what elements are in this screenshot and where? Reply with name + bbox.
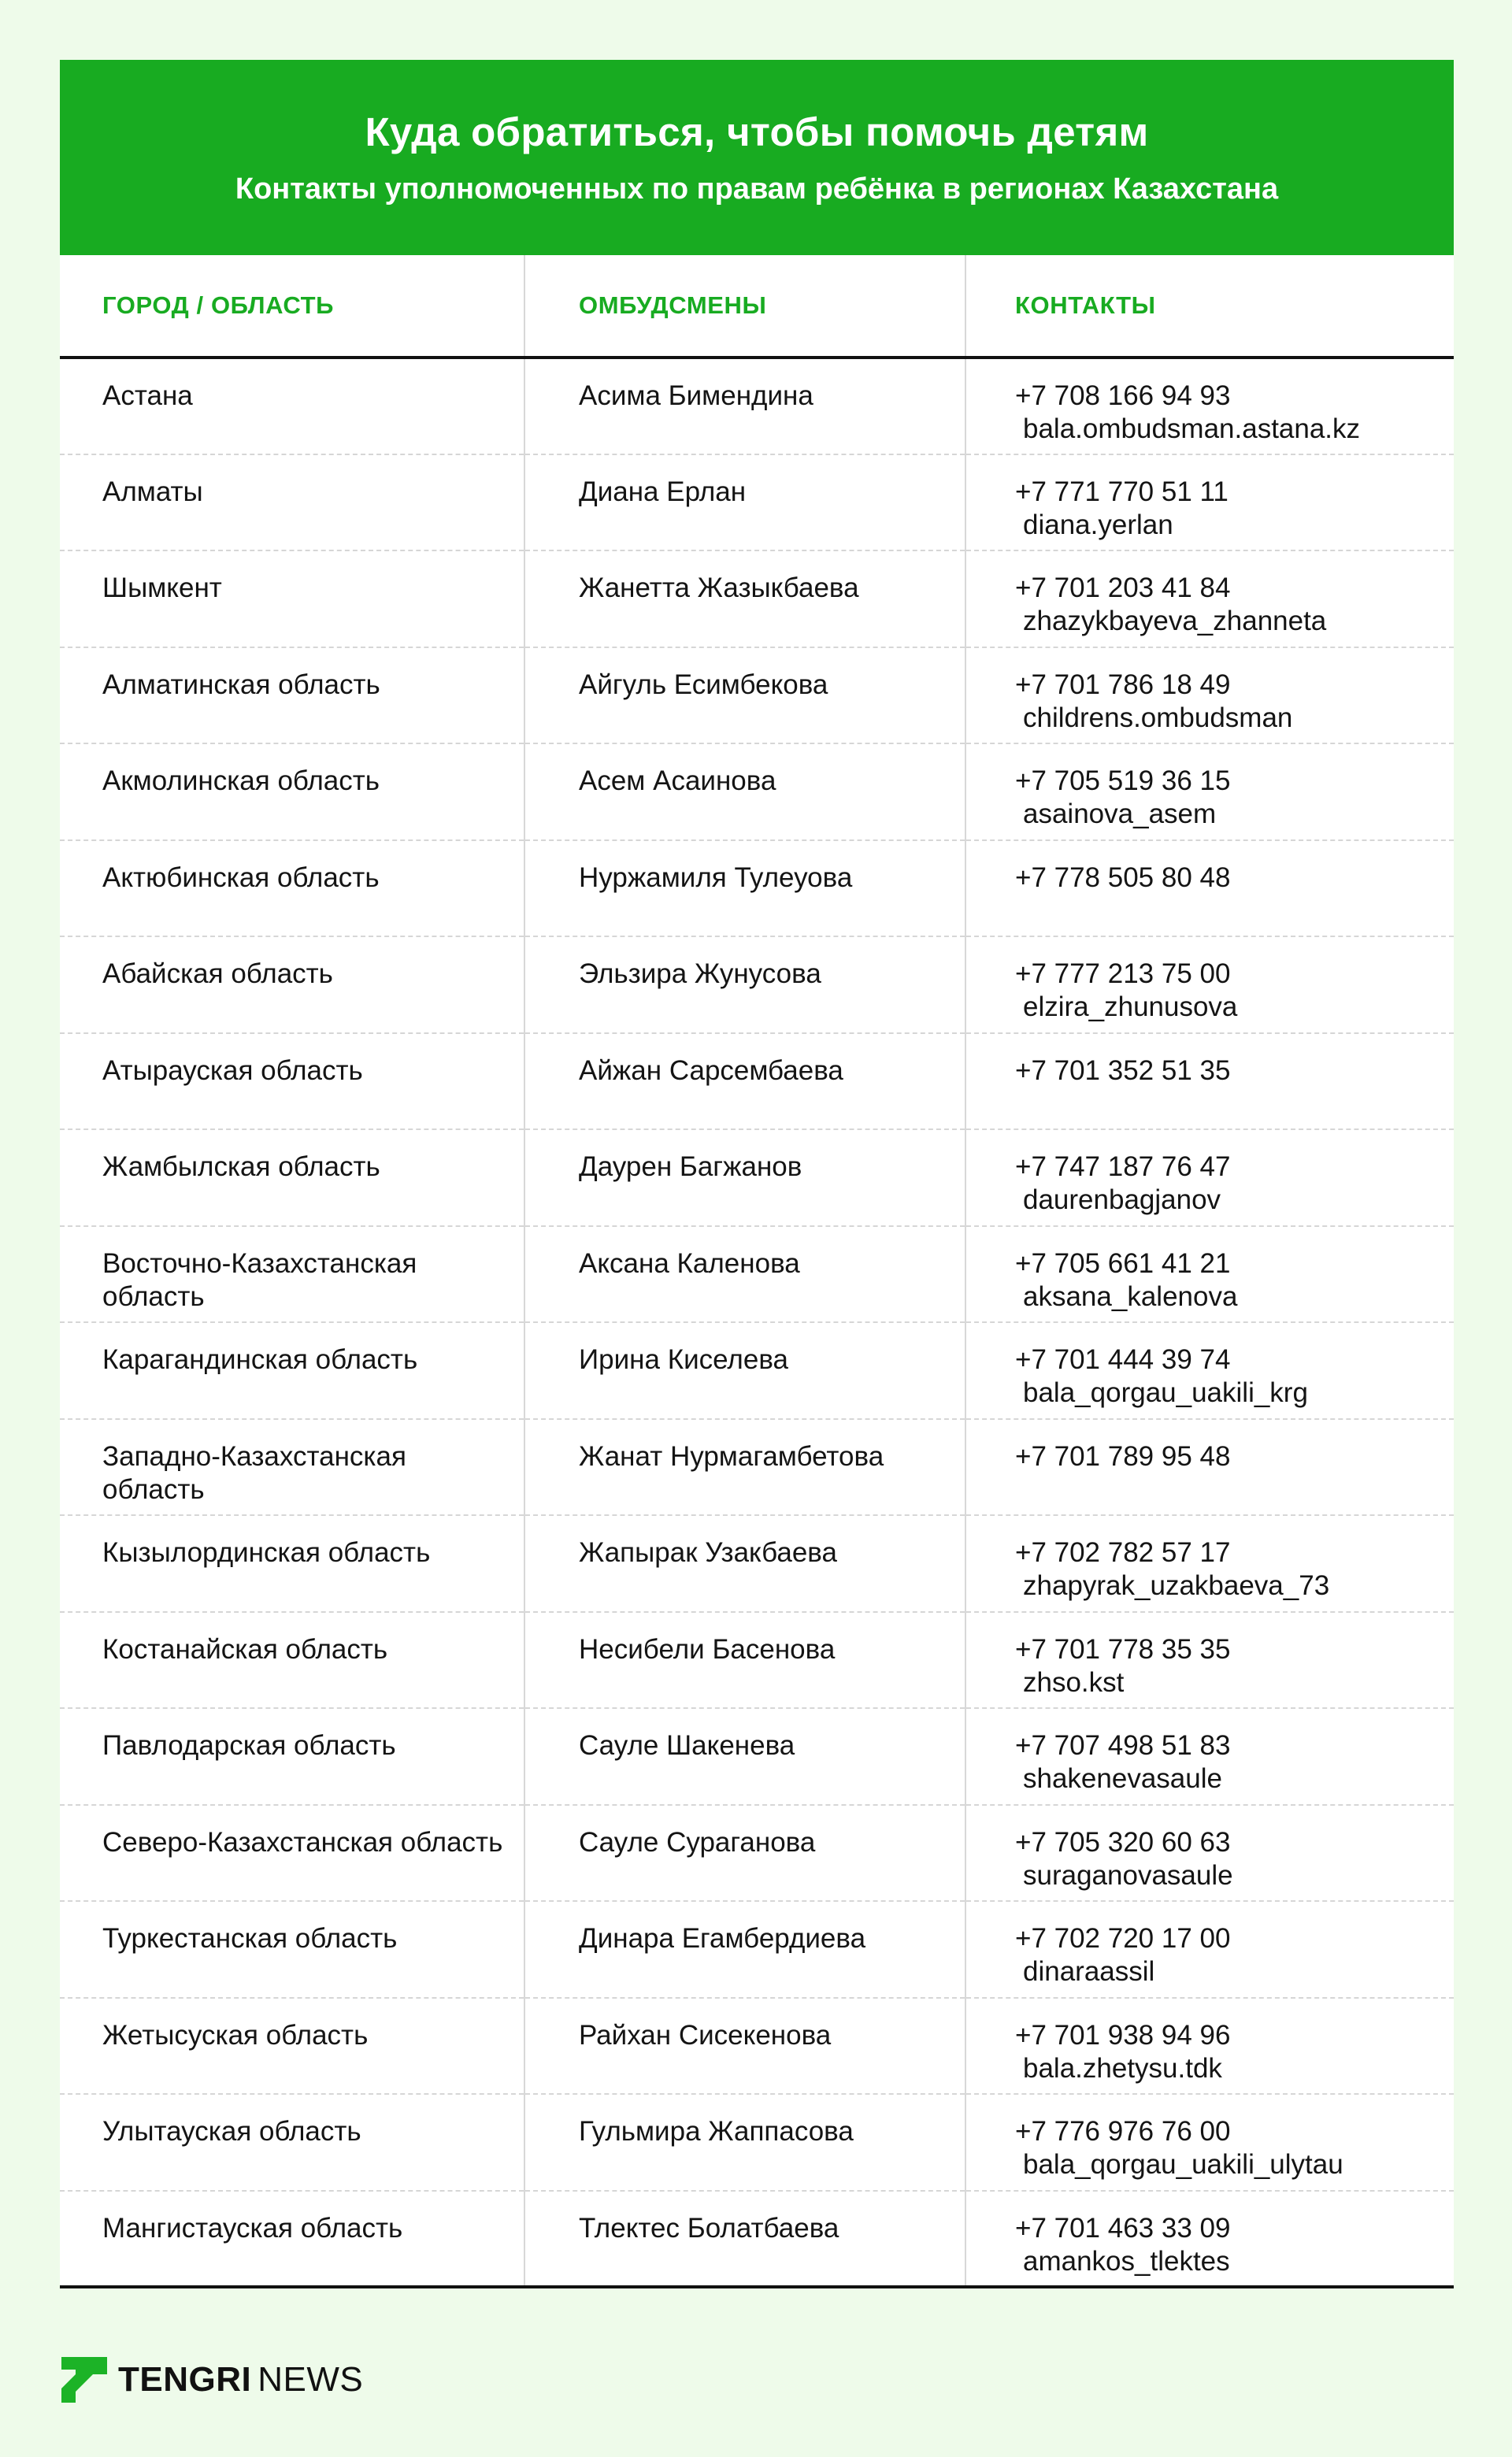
region-cell: Атырауская область [60,1033,524,1130]
page-subtitle: Контакты уполномоченных по правам ребёнка в регионах Казахстана [235,172,1279,206]
table-row [60,1033,1454,1130]
table-row [60,2191,1454,2288]
region-cell: Жетысуская область [60,1998,524,2095]
social-contact[interactable]: zhapyrak_uzakbaeva_73 [1023,1570,1330,1601]
column-header-ombudsman: ОМБУДСМЕНЫ [524,255,965,358]
ombudsman-cell: Диана Ерлан [524,454,965,551]
phone-number[interactable]: +7 701 463 33 09 [1015,2212,1231,2244]
contacts-cell [965,1805,1454,1902]
phone-number[interactable]: +7 701 444 39 74 [1015,1344,1231,1375]
region-cell: Карагандинская область [60,1322,524,1419]
ombudsman-cell: Нуржамиля Тулеуова [524,840,965,937]
phone-number[interactable]: +7 707 498 51 83 [1015,1730,1231,1761]
social-contact[interactable]: elzira_zhunusova [1023,991,1238,1022]
table-row [60,550,1454,647]
phone-number[interactable]: +7 701 789 95 48 [1015,1440,1231,1472]
contacts-card [60,60,1454,2288]
social-contact[interactable]: dinaraassil [1023,1956,1155,1987]
contacts-table [60,255,1454,2288]
social-contact[interactable]: shakenevasaule [1023,1763,1222,1794]
ombudsman-cell: Асем Асаинова [524,743,965,840]
table-row [60,1708,1454,1805]
contacts-cell [965,1226,1454,1323]
ombudsman-cell: Асима Бимендина [524,358,965,454]
social-contact[interactable]: suraganovasaule [1023,1859,1233,1891]
table-header-row [60,255,1454,358]
table-row [60,936,1454,1033]
logo-suffix-text: NEWS [258,2360,364,2399]
ombudsman-cell: Динара Егамбердиева [524,1901,965,1998]
social-contact[interactable]: bala_qorgau_uakili_ulytau [1023,2149,1343,2180]
contacts-cell [965,1998,1454,2095]
social-contact[interactable]: diana.yerlan [1023,509,1173,540]
ombudsman-cell: Гульмира Жаппасова [524,2094,965,2191]
social-contact[interactable]: zhso.kst [1023,1666,1125,1698]
contacts-cell [965,454,1454,551]
table-row [60,1805,1454,1902]
contacts-cell [965,840,1454,937]
table-row [60,1322,1454,1419]
contacts-cell [965,1515,1454,1612]
page-title: Куда обратиться, чтобы помочь детям [365,109,1149,154]
contacts-cell [965,2191,1454,2288]
table-row [60,743,1454,840]
phone-number[interactable]: +7 702 720 17 00 [1015,1923,1231,1954]
table-row [60,840,1454,937]
contacts-cell [965,1419,1454,1516]
social-contact[interactable]: daurenbagjanov [1023,1184,1221,1215]
contacts-cell [965,1033,1454,1130]
region-cell: Жамбылская область [60,1129,524,1226]
region-cell: Западно-Казахстанская область [60,1419,524,1516]
region-cell: Шымкент [60,550,524,647]
column-header-region: ГОРОД / ОБЛАСТЬ [60,255,524,358]
contacts-cell [965,2094,1454,2191]
ombudsman-cell: Жапырак Узакбаева [524,1515,965,1612]
region-cell: Павлодарская область [60,1708,524,1805]
region-cell: Абайская область [60,936,524,1033]
table-row [60,1226,1454,1323]
ombudsman-cell: Айжан Сарсембаева [524,1033,965,1130]
ombudsman-cell: Эльзира Жунусова [524,936,965,1033]
region-cell: Туркестанская область [60,1901,524,1998]
phone-number[interactable]: +7 702 782 57 17 [1015,1537,1231,1568]
phone-number[interactable]: +7 701 203 41 84 [1015,573,1231,603]
region-cell: Улытауская область [60,2094,524,2191]
table-row [60,358,1454,454]
phone-number[interactable]: +7 747 187 76 47 [1015,1151,1231,1182]
social-contact[interactable]: bala.zhetysu.tdk [1023,2052,1222,2084]
contacts-cell [965,358,1454,454]
social-contact[interactable]: bala_qorgau_uakili_krg [1023,1377,1308,1408]
region-cell: Кызылординская область [60,1515,524,1612]
ombudsman-cell: Айгуль Есимбекова [524,647,965,744]
ombudsman-cell: Сауле Шакенева [524,1708,965,1805]
table-row [60,647,1454,744]
phone-number[interactable]: +7 701 786 18 49 [1015,669,1231,700]
ombudsman-cell: Тлектес Болатбаева [524,2191,965,2288]
ombudsman-cell: Сауле Сураганова [524,1805,965,1902]
table-row [60,1419,1454,1516]
ombudsman-cell: Несибели Басенова [524,1612,965,1709]
contacts-cell [965,936,1454,1033]
ombudsman-cell: Даурен Багжанов [524,1129,965,1226]
region-cell: Акмолинская область [60,743,524,840]
table-row [60,1612,1454,1709]
tengri-logo-icon [61,2357,107,2403]
tengri-news-logo [61,2356,363,2403]
phone-number[interactable]: +7 777 213 75 00 [1015,958,1231,989]
social-contact[interactable]: aksana_kalenova [1023,1280,1238,1312]
phone-number[interactable]: +7 701 352 51 35 [1015,1054,1231,1086]
region-cell: Костанайская область [60,1612,524,1709]
contacts-cell [965,550,1454,647]
phone-number[interactable]: +7 705 661 41 21 [1015,1247,1231,1279]
region-cell: Мангистауская область [60,2191,524,2288]
region-cell: Северо-Казахстанская область [60,1805,524,1902]
phone-number[interactable]: +7 701 938 94 96 [1015,2019,1231,2051]
contacts-cell [965,647,1454,744]
ombudsman-cell: Ирина Киселева [524,1322,965,1419]
region-cell: Астана [60,358,524,454]
region-cell: Алматы [60,454,524,551]
ombudsman-cell: Аксана Каленова [524,1226,965,1323]
region-cell: Алматинская область [60,647,524,744]
header-banner [60,60,1454,255]
contacts-cell [965,1612,1454,1709]
contacts-cell [965,743,1454,840]
phone-number[interactable]: +7 701 778 35 35 [1015,1633,1231,1665]
contacts-cell [965,1322,1454,1419]
social-contact[interactable]: asainova_asem [1023,799,1217,829]
phone-number[interactable]: +7 771 770 51 11 [1015,476,1228,507]
social-contact[interactable]: childrens.ombudsman [1023,702,1293,733]
table-row [60,1998,1454,2095]
phone-number[interactable]: +7 705 320 60 63 [1015,1826,1231,1858]
ombudsman-cell: Жанат Нурмагамбетова [524,1419,965,1516]
social-contact[interactable]: amankos_tlektes [1023,2245,1230,2277]
contacts-cell [965,1129,1454,1226]
phone-number[interactable]: +7 776 976 76 00 [1015,2116,1231,2147]
table-row [60,1515,1454,1612]
phone-number[interactable]: +7 778 505 80 48 [1015,862,1231,893]
table-row [60,1901,1454,1998]
logo-brand-text: TENGRI [118,2360,252,2399]
ombudsman-cell: Жанетта Жазыкбаева [524,550,965,647]
ombudsman-cell: Райхан Сисекенова [524,1998,965,2095]
contacts-cell [965,1901,1454,1998]
phone-number[interactable]: +7 708 166 94 93 [1015,380,1231,411]
table-row [60,1129,1454,1226]
social-contact[interactable]: zhazykbayeva_zhanneta [1023,606,1327,636]
region-cell: Восточно-Казахстанская область [60,1226,524,1323]
region-cell: Актюбинская область [60,840,524,937]
phone-number[interactable]: +7 705 519 36 15 [1015,765,1231,796]
social-contact[interactable]: bala.ombudsman.astana.kz [1023,413,1361,444]
contacts-cell [965,1708,1454,1805]
column-header-contacts: КОНТАКТЫ [965,255,1454,358]
table-row [60,2094,1454,2191]
table-row [60,454,1454,551]
